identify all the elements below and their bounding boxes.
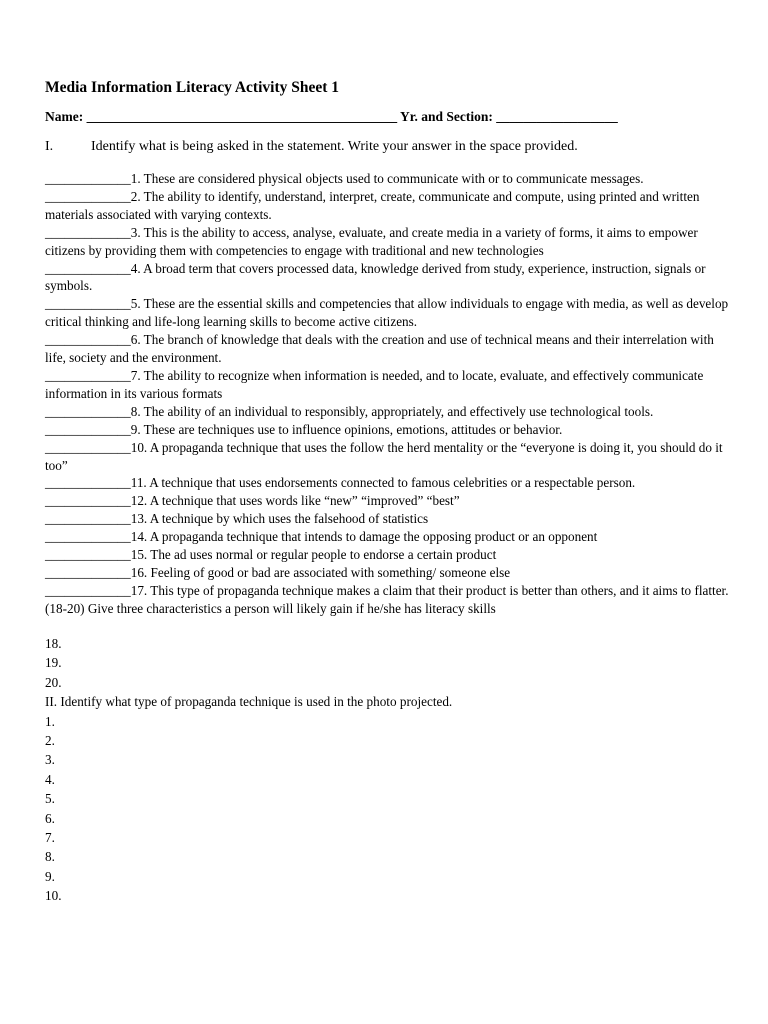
sheet-title: Media Information Literacy Activity Sheet 1 — [45, 79, 340, 96]
section-2-answer-line: 8. — [45, 849, 55, 865]
section-1-text: Identify what is being asked in the statement. Write your answer in the space provided. — [91, 139, 578, 154]
section-2-answer-line: 3. — [45, 752, 55, 768]
question-item: _____________16. Feeling of good or bad are associated with something/ someone else — [45, 564, 511, 580]
section-2-answer-line: 1. — [45, 713, 55, 729]
question-item: _____________17. This type of propaganda technique makes a claim that their product is better than others, and it aims to flatter. — [45, 582, 729, 598]
section-2-answer-line: 2. — [45, 732, 55, 748]
question-item: _____________7. The ability to recognize when information is needed, and to locate, evaluate, and effectively communicate information in its various formats — [45, 367, 704, 401]
section-2-answer-line: 10. — [45, 888, 62, 904]
answer-line-19: 19. — [45, 655, 62, 671]
question-item: _____________12. A technique that uses words like “new” “improved” “best” — [45, 493, 460, 509]
answer-line-18: 18. — [45, 636, 62, 651]
section-2-answer-line: 6. — [45, 810, 55, 826]
answer-line-20: 20. — [45, 674, 62, 690]
section-1-instruction — [45, 139, 578, 155]
question-item: _____________6. The branch of knowledge that deals with the creation and use of technical means and their interrelation with life, society and the environment. — [45, 332, 714, 366]
answer-lines — [45, 634, 735, 905]
section-1-number: I. — [45, 139, 54, 154]
question-item: _____________15. The ad uses normal or regular people to endorse a certain product — [45, 547, 497, 563]
question-item: _____________4. A broad term that covers processed data, knowledge derived from study, experience, instruction, signals or symbols. — [45, 260, 706, 294]
question-list — [45, 170, 735, 618]
question-item: _____________11. A technique that uses endorsements connected to famous celebrities or a respectable person. — [45, 475, 636, 491]
question-18-20-prompt: (18-20) Give three characteristics a person will likely gain if he/she has literacy skills — [45, 600, 496, 616]
question-item: _____________8. The ability of an individual to responsibly, appropriately, and effectively use technological tools. — [45, 403, 654, 419]
section-2-answer-line: 9. — [45, 868, 55, 884]
section-2-answer-line: 7. — [45, 829, 55, 845]
question-item: _____________3. This is the ability to access, analyse, evaluate, and create media in a variety of forms, it aims to empower citizens by providing them with competencies to engage with traditional and new technologies — [45, 224, 698, 258]
question-item: _____________5. These are the essential skills and competencies that allow individuals to engage with media, as well as develop critical thinking and life-long learning skills to become active citizens. — [45, 296, 729, 330]
question-item: _____________14. A propaganda technique that intends to damage the opposing product or an opponent — [45, 529, 598, 545]
question-item: _____________9. These are techniques use to influence opinions, emotions, attitudes or behavior. — [45, 421, 563, 437]
question-item: _____________2. The ability to identify, understand, interpret, create, communicate and compute, using printed and written materials associated with varying contexts. — [45, 188, 700, 222]
section-2-instruction: II. Identify what type of propaganda technique is used in the photo projected. — [45, 694, 453, 710]
question-item: _____________13. A technique by which uses the falsehood of statistics — [45, 511, 429, 527]
name-section-line: Name: ______________________________________________ Yr. and Section: __________________ — [45, 109, 618, 124]
question-item: _____________1. These are considered physical objects used to communicate with or to communicate messages. — [45, 171, 644, 186]
section-2-answer-line: 4. — [45, 771, 55, 787]
question-item: _____________10. A propaganda technique that uses the follow the herd mentality or the “everyone is doing it, you should do it too” — [45, 439, 723, 473]
section-2-answer-line: 5. — [45, 791, 55, 807]
activity-sheet — [45, 0, 735, 1024]
